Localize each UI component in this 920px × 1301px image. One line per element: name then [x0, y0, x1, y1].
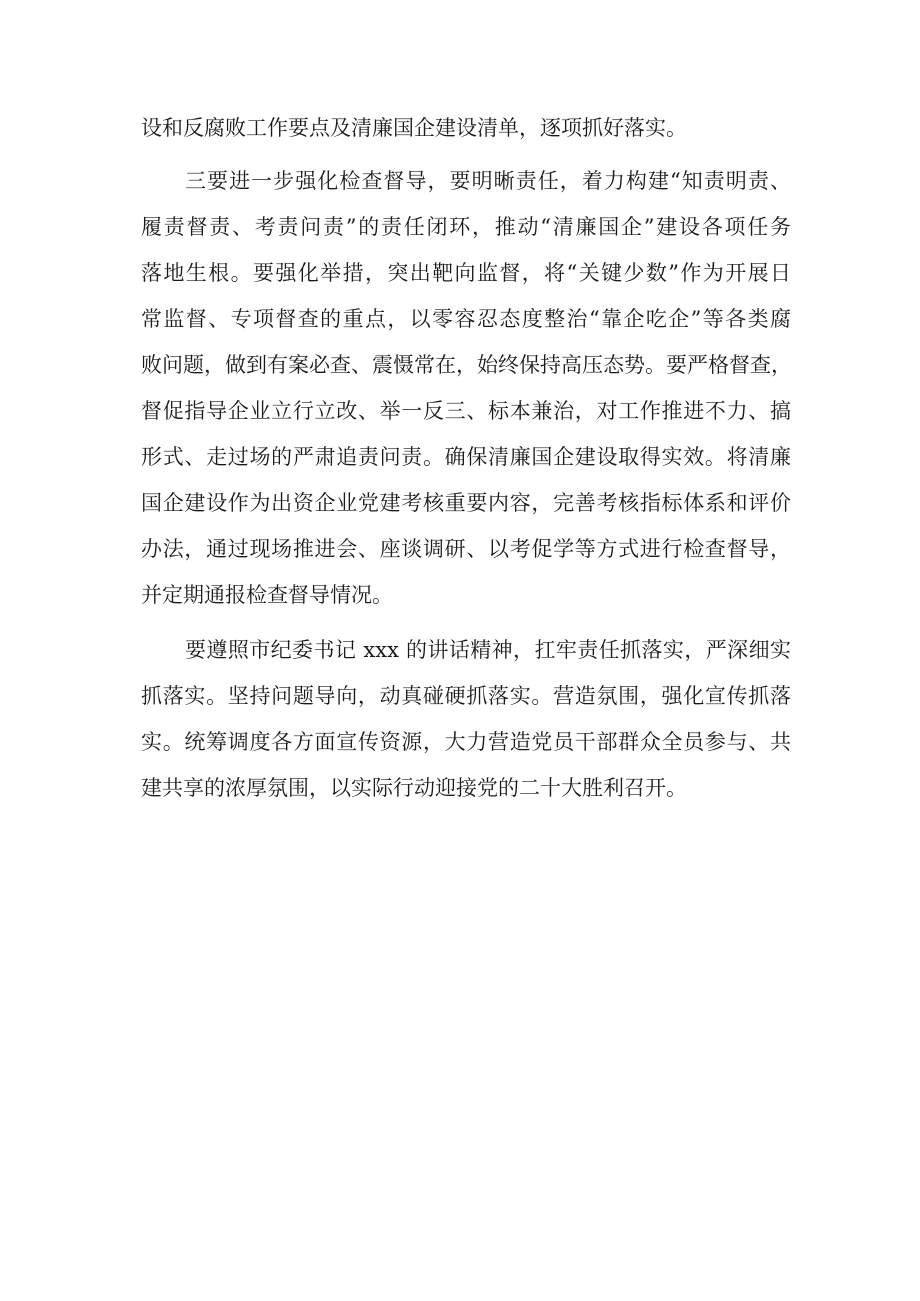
text-line-7: 督促指导企业立行立改、举一反三、标本兼治，对工作推进不力、搞 — [141, 399, 791, 423]
text-line-13: 抓落实。坚持问题导向，动真碰硬抓落实。营造氛围，强化宣传抓落 — [141, 684, 791, 708]
text-line-11: 并定期通报检查督导情况。 — [141, 583, 393, 607]
text-line-15: 建共享的浓厚氛围，以实际行动迎接党的二十大胜利召开。 — [141, 776, 687, 800]
text-line-4: 落地生根。要强化举措，突出靶向监督，将“关键少数”作为开展日 — [141, 261, 791, 285]
text-line-14: 实。统筹调度各方面宣传资源，大力营造党员干部群众全员参与、共 — [141, 730, 791, 754]
text-line-12: 要遵照市纪委书记 xxx 的讲话精神，扛牢责任抓落实，严深细实 — [185, 638, 791, 662]
text-line-3: 履责督责、考责问责”的责任闭环，推动“清廉国企”建设各项任务 — [141, 215, 791, 239]
text-line-5: 常监督、专项督查的重点，以零容忍态度整治“靠企吃企”等各类腐 — [141, 307, 791, 331]
text-line-10: 办法，通过现场推进会、座谈调研、以考促学等方式进行检查督导， — [141, 537, 791, 561]
text-line-6: 败问题，做到有案必查、震慑常在，始终保持高压态势。要严格督查， — [141, 353, 792, 377]
text-line-8: 形式、走过场的严肃追责问责。确保清廉国企建设取得实效。将清廉 — [141, 445, 791, 469]
text-line-2: 三要进一步强化检查督导，要明晰责任，着力构建“知责明责、 — [185, 169, 791, 193]
text-line-9: 国企建设作为出资企业党建考核重要内容，完善考核指标体系和评价 — [141, 491, 791, 515]
text-line-1: 设和反腐败工作要点及清廉国企建设清单，逐项抓好落实。 — [141, 116, 687, 140]
